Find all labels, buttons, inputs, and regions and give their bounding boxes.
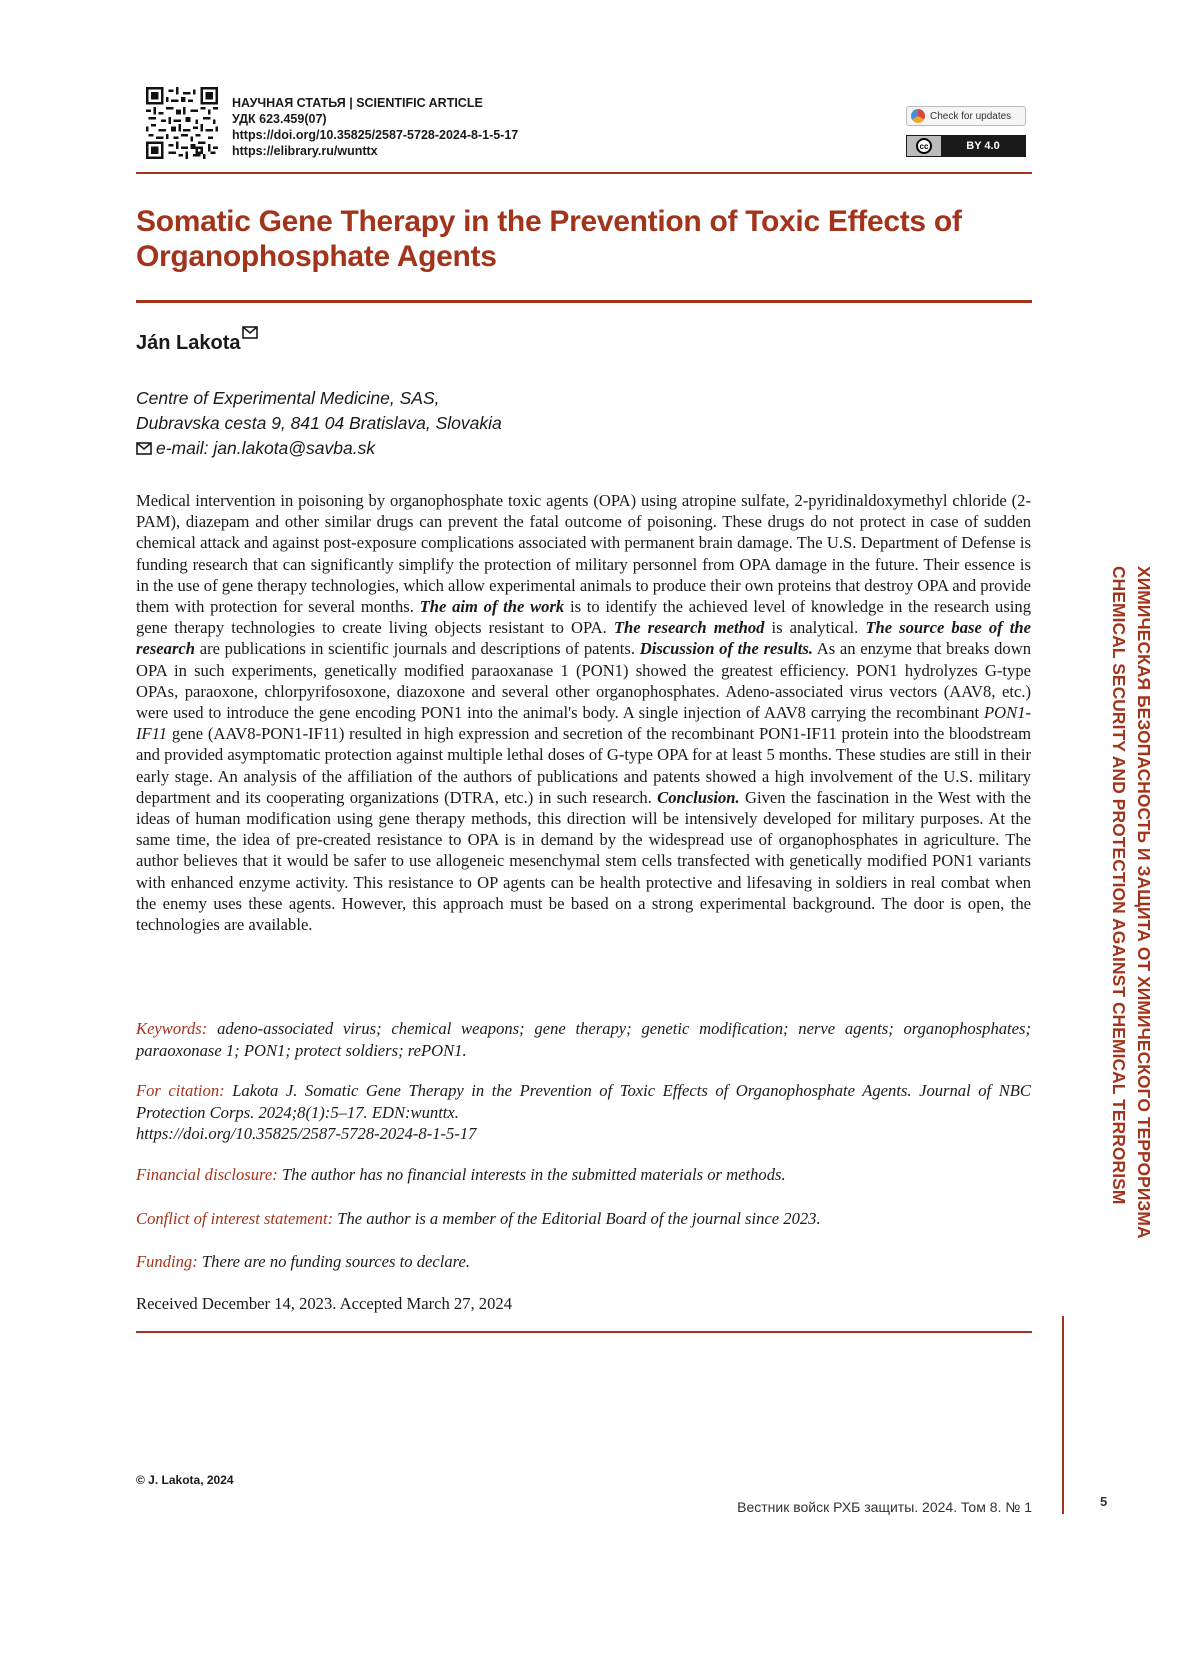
affiliation bbox=[136, 386, 502, 461]
side-banner bbox=[1106, 566, 1156, 1239]
conflict-statement: Conflict of interest statement: The author is a member of the Editorial Board of the journal since 2023. bbox=[136, 1209, 821, 1228]
financial-label: Financial disclosure: bbox=[136, 1165, 278, 1184]
author-name: Ján Lakota bbox=[136, 332, 241, 354]
mail-icon bbox=[136, 442, 152, 455]
doi-link[interactable]: https://doi.org/10.35825/2587-5728-2024-8-1-5-17 bbox=[232, 128, 519, 142]
copyright: © J. Lakota, 2024 bbox=[136, 1473, 234, 1487]
side-banner-en: CHEMICAL SECURITY AND PROTECTION AGAINST CHEMICAL TERRORISM bbox=[1109, 566, 1129, 1205]
article-meta bbox=[232, 95, 518, 159]
side-divider bbox=[1062, 1316, 1064, 1514]
funding: Funding: There are no funding sources to declare. bbox=[136, 1252, 470, 1271]
received-dates: Received December 14, 2023. Accepted March 27, 2024 bbox=[136, 1294, 512, 1313]
gene-name: PON1-IF11 bbox=[136, 703, 1032, 744]
creative-commons-icon: cc bbox=[907, 136, 941, 156]
cc-license-badge[interactable] bbox=[906, 135, 1026, 157]
aim-label: The aim of the work bbox=[419, 597, 565, 617]
keywords-label: Keywords: bbox=[136, 1019, 208, 1038]
header-divider bbox=[136, 172, 1032, 174]
page-number: 5 bbox=[1100, 1494, 1108, 1509]
source-label: The source base of the research bbox=[136, 618, 1031, 659]
check-for-updates-badge[interactable] bbox=[906, 106, 1026, 126]
article-type: НАУЧНАЯ СТАТЬЯ | SCIENTIFIC ARTICLE bbox=[232, 96, 483, 110]
article-title: Somatic Gene Therapy in the Prevention of Toxic Effects of Organophosphate Agents bbox=[136, 205, 962, 273]
citation: For citation: Lakota J. Somatic Gene Therapy in the Prevention of Toxic Effects of Organophosphate Agents. Journal of NBC Protection Corps. 2024;8(1):5–17. EDN:wunttx. https://doi.org/10.35825/2587-5728-2024-8-1-5-17 bbox=[136, 1081, 1031, 1143]
affiliation-address: Dubravska cesta 9, 841 04 Bratislava, Slovakia bbox=[136, 413, 502, 433]
elibrary-link[interactable]: https://elibrary.ru/wunttx bbox=[232, 144, 378, 158]
abstract: Medical intervention in poisoning by organophosphate toxic agents (OPA) using atropine sulfate, 2-pyridinaldoxymethyl chloride (2-PAM), diazepam and other similar drugs can prevent the fatal outcome of poisoning. These drugs do not protect in case of sudden chemical attack and against post-exposure complications associated with permanent brain damage. The U.S. Department of Defense is funding research that can significantly simplify the protection of military personnel from OPA damage in the future. Their essence is in the use of gene therapy technologies, which allow experimental animals to produce their own proteins that destroy OPA and provide them with protection for several months. The aim of the work is to identify the achieved level of knowledge in the research using gene therapy technologies to create living objects resistant to OPA. The research method is analytical. The source base of the research are publications in scientific journals and descriptions of patents. Discussion of the results. As an enzyme that breaks down OPA in such experiments, genetically modified paraoxanase 1 (PON1) showed the greatest efficiency. PON1 hydrolyzes G-type OPAs, paraoxone, chlorpyrifosoxone, diazoxone and several other organophosphates. Adeno-associated virus vectors (AAV8, etc.) were used to introduce the gene encoding PON1 into the animal's body. A single injection of AAV8 carrying the recombinant PON1-IF11 gene (AAV8-PON1-IF11) resulted in high expression and secretion of the recombinant PON1-IF11 protein into the bloodstream and provided asymptomatic protection against multiple lethal doses of G-type OPA for at least 5 months. These studies are still in their early stage. An analysis of the affiliation of the authors of publications and patents showed a high involvement of the U.S. military department and its cooperating organizations (DTRA, etc.) in such research. Conclusion. Given the fascination in the West with the ideas of human modification using gene therapy methods, this direction will be intensively developed for military purposes. At the same time, the idea of pre-created resistance to OPA is in demand by the widespread use of organophosphates in agriculture. The author believes that it would be safer to use allogeneic mesenchymal stem cells transfected with genetically modified PON1 variants with enhanced enzyme activity. This resistance to OP agents can be health protective and lifesaving in soldiers in real combat when the enemy uses these agents. However, this approach must be based on a strong experimental background. The door is open, the technologies are available. bbox=[136, 491, 1032, 935]
affiliation-email[interactable]: e-mail: jan.lakota@savba.sk bbox=[136, 436, 502, 461]
license-label: BY 4.0 bbox=[966, 140, 1000, 152]
citation-label: For citation: bbox=[136, 1081, 225, 1100]
citation-doi[interactable]: https://doi.org/10.35825/2587-5728-2024-8-1-5-17 bbox=[136, 1124, 477, 1143]
title-divider bbox=[136, 300, 1032, 303]
affiliation-institution: Centre of Experimental Medicine, SAS, bbox=[136, 388, 440, 408]
udk-code: УДК 623.459(07) bbox=[232, 112, 327, 126]
journal-name: Вестник войск РХБ защиты. 2024. Том 8. № 1 bbox=[737, 1499, 1032, 1515]
footer-divider bbox=[136, 1331, 1032, 1333]
method-label: The research method bbox=[613, 618, 765, 638]
conflict-label: Conflict of interest statement: bbox=[136, 1209, 334, 1228]
check-for-updates-label: Check for updates bbox=[930, 110, 1012, 122]
side-banner-ru: ХИМИЧЕСКАЯ БЕЗОПАСНОСТЬ И ЗАЩИТА ОТ ХИМИЧЕСКОГО ТЕРРОРИЗМА bbox=[1134, 566, 1154, 1239]
author-line bbox=[136, 332, 258, 355]
discussion-label: Discussion of the results. bbox=[639, 639, 813, 659]
conclusion-label: Conclusion. bbox=[657, 787, 740, 807]
crossmark-icon bbox=[911, 109, 925, 123]
mail-icon bbox=[242, 326, 258, 339]
keywords: Keywords: adeno-associated virus; chemical weapons; gene therapy; genetic modification; nerve agents; organophosphates; paraoxonase 1; PON1; protect soldiers; rePON1. bbox=[136, 1019, 1031, 1060]
funding-label: Funding: bbox=[136, 1252, 198, 1271]
financial-disclosure: Financial disclosure: The author has no financial interests in the submitted materials or methods. bbox=[136, 1165, 786, 1184]
qr-code bbox=[146, 87, 218, 159]
